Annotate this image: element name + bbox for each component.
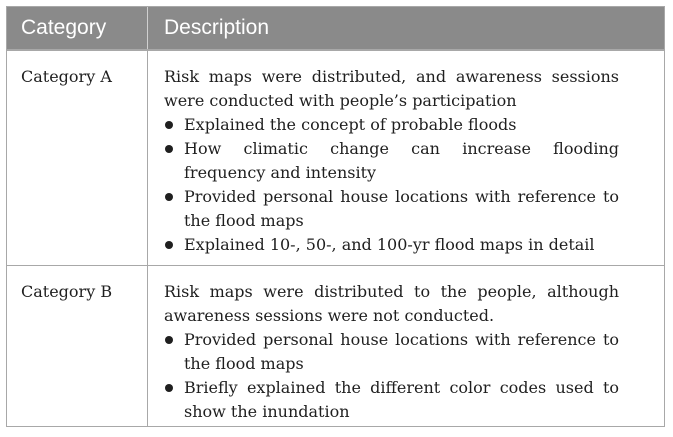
bullet-list — [164, 328, 619, 424]
description-text: Risk maps were distributed to the people, although awareness sessions were not conducted. — [164, 282, 619, 325]
bullet-icon — [165, 241, 173, 249]
category-cell: Category A — [7, 51, 148, 265]
description-cell — [148, 51, 664, 265]
bullet-text: Briefly explained the different color codes used to show the inundation — [184, 378, 619, 421]
bullet-text: Provided personal house locations with reference to the flood maps — [184, 187, 619, 230]
bullet-text: Explained 10-, 50-, and 100-yr flood maps in detail — [184, 235, 595, 254]
table-row — [7, 265, 664, 426]
category-cell: Category B — [7, 266, 148, 426]
list-item — [164, 376, 619, 424]
bullet-text: Provided personal house locations with reference to the flood maps — [184, 330, 619, 373]
header-category: Category — [7, 7, 148, 49]
bullet-icon — [165, 193, 173, 201]
header-description: Description — [164, 16, 270, 39]
description-cell — [148, 266, 664, 426]
list-item — [164, 185, 619, 233]
bullet-icon — [165, 145, 173, 153]
list-item — [164, 328, 619, 376]
bullet-icon — [165, 384, 173, 392]
bullet-text: Explained the concept of probable floods — [184, 115, 517, 134]
table-row — [7, 50, 664, 265]
category-description-table — [6, 6, 665, 427]
description-text: Risk maps were distributed, and awareness sessions were conducted with people’s participation — [164, 67, 619, 110]
list-item — [164, 233, 619, 257]
list-item — [164, 137, 619, 185]
list-item — [164, 113, 619, 137]
bullet-icon — [165, 121, 173, 129]
table-header — [7, 7, 664, 50]
bullet-icon — [165, 336, 173, 344]
bullet-text: How climatic change can increase flooding frequency and intensity — [184, 139, 619, 182]
bullet-list — [164, 113, 619, 257]
